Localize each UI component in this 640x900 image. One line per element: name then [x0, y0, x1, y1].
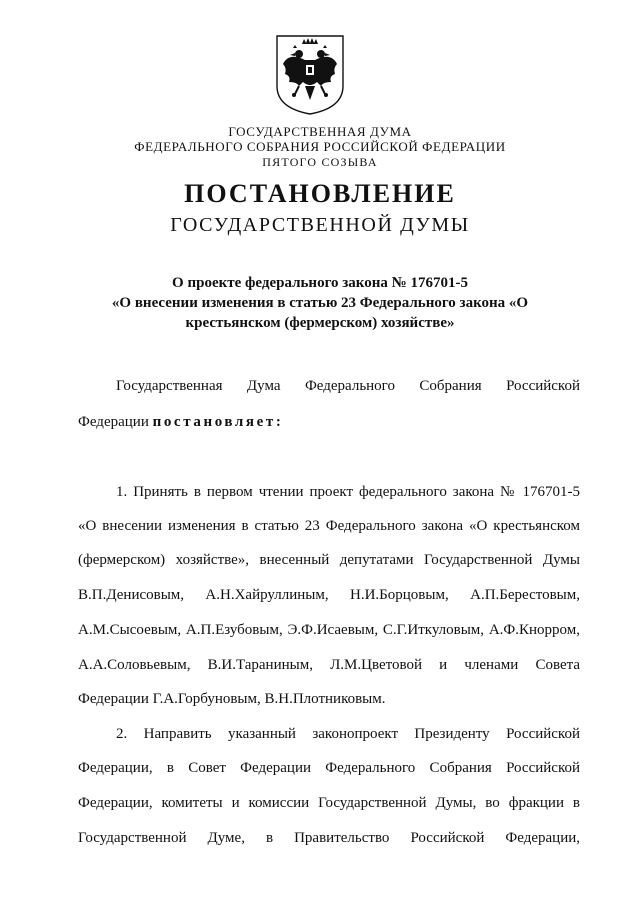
item2-line: Федерации, в Совет Федерации Федерального Собрания Российской	[78, 760, 580, 776]
item1-line: «О внесении изменения в статью 23 Федерального закона «О крестьянском	[78, 518, 580, 534]
header-federal-assembly: ФЕДЕРАЛЬНОГО СОБРАНИЯ РОССИЙСКОЙ ФЕДЕРАЦИИ	[134, 139, 506, 154]
preamble-line-2	[78, 412, 580, 432]
item1-line: Федерации Г.А.Горбуновым, В.Н.Плотниковым.	[78, 691, 386, 707]
item2-line: 2. Направить указанный законопроект Президенту Российской	[116, 726, 580, 742]
resolution-verb: постановляет:	[152, 414, 284, 430]
preamble-line-1: Государственная Дума Федерального Собрания Российской	[116, 378, 580, 394]
item2-line: Государственной Думе, в Правительство Российской Федерации,	[78, 830, 580, 846]
document-title: ПОСТАНОВЛЕНИЕ	[184, 179, 456, 208]
subject-line-2: «О внесении изменения в статью 23 Федерального закона «О	[111, 295, 529, 311]
header-duma: ГОСУДАРСТВЕННАЯ ДУМА	[228, 124, 412, 139]
subject-line-3: крестьянском (фермерском) хозяйстве»	[185, 315, 455, 331]
item1-line: А.М.Сысоевым, А.П.Езубовым, Э.Ф.Исаевым, С.Г.Иткуловым, А.Ф.Кнорром,	[78, 622, 580, 638]
item2-line: Федерации, комитеты и комиссии Государственной Думы, во фракции в	[78, 795, 580, 811]
preamble-prefix: Федерации	[78, 414, 153, 430]
subject-line-1: О проекте федерального закона № 176701-5	[172, 275, 468, 291]
item1-line: А.А.Соловьевым, В.И.Тараниным, Л.М.Цветовой и членами Совета	[78, 657, 580, 673]
item1-line: В.П.Денисовым, А.Н.Хайруллиным, Н.И.Борцовым, А.П.Берестовым,	[78, 587, 580, 603]
item1-line: 1. Принять в первом чтении проект федерального закона № 176701-5	[116, 484, 580, 500]
header-convocation: ПЯТОГО СОЗЫВА	[262, 155, 378, 169]
item1-line: (фермерском) хозяйстве», внесенный депутатами Государственной Думы	[78, 552, 580, 568]
russian-coat-of-arms-icon	[275, 34, 345, 116]
document-subtitle: ГОСУДАРСТВЕННОЙ ДУМЫ	[170, 214, 470, 236]
